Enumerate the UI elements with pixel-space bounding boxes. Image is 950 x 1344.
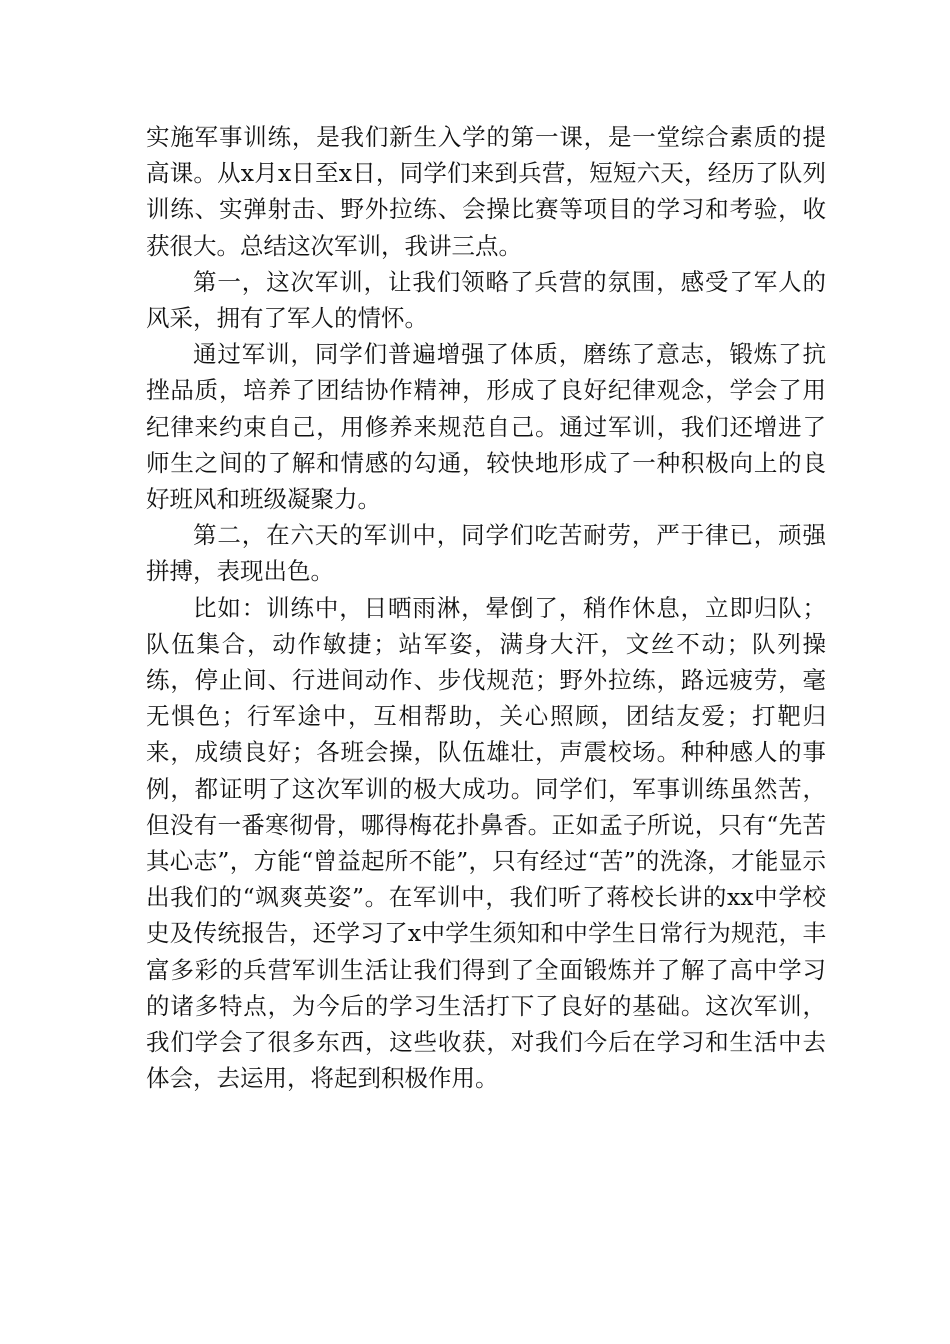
paragraph-intro: 实施军事训练，是我们新生入学的第一课，是一堂综合素质的提高课。从x月x日至x日，同学们来到兵营，短短六天，经历了队列训练、实弹射击、野外拉练、会操比赛等项目的学习和考验，收获很大。总结这次军训，我讲三点。 bbox=[146, 123, 826, 260]
paragraph-point-one-detail: 通过军训，同学们普遍增强了体质，磨练了意志，锻炼了抗挫品质，培养了团结协作精神，形成了良好纪律观念，学会了用纪律来约束自己，用修养来规范自己。通过军训，我们还增进了师生之间的了解和情感的勾通，较快地形成了一种积极向上的良好班风和班级凝聚力。 bbox=[146, 340, 826, 514]
paragraph-point-two: 第二，在六天的军训中，同学们吃苦耐劳，严于律已，顽强拼搏，表现出色。 bbox=[146, 521, 826, 586]
paragraph-point-two-detail: 比如：训练中，日晒雨淋，晕倒了，稍作休息，立即归队；队伍集合，动作敏捷；站军姿，满身大汗，文丝不动；队列操练，停止间、行进间动作、步伐规范；野外拉练，路远疲劳，毫无惧色；行军途中，互相帮助，关心照顾，团结友爱；打靶归来，成绩良好；各班会操，队伍雄壮，声震校场。种种感人的事例，都证明了这次军训的极大成功。同学们，军事训练虽然苦，但没有一番寒彻骨，哪得梅花扑鼻香。正如孟子所说，只有“先苦其心志”，方能“曾益起所不能”，只有经过“苦”的洗涤，才能显示出我们的“飒爽英姿”。在军训中，我们听了蒋校长讲的xx中学校史及传统报告，还学习了x中学生须知和中学生日常行为规范，丰富多彩的兵营军训生活让我们得到了全面锻炼并了解了高中学习的诸多特点，为今后的学习生活打下了良好的基础。这次军训，我们学会了很多东西，这些收获，对我们今后在学习和生活中去体会，去运用，将起到积极作用。 bbox=[146, 593, 826, 1093]
paragraph-point-one: 第一，这次军训，让我们领略了兵营的氛围，感受了军人的风采，拥有了军人的情怀。 bbox=[146, 267, 826, 333]
document-body bbox=[146, 119, 826, 1096]
